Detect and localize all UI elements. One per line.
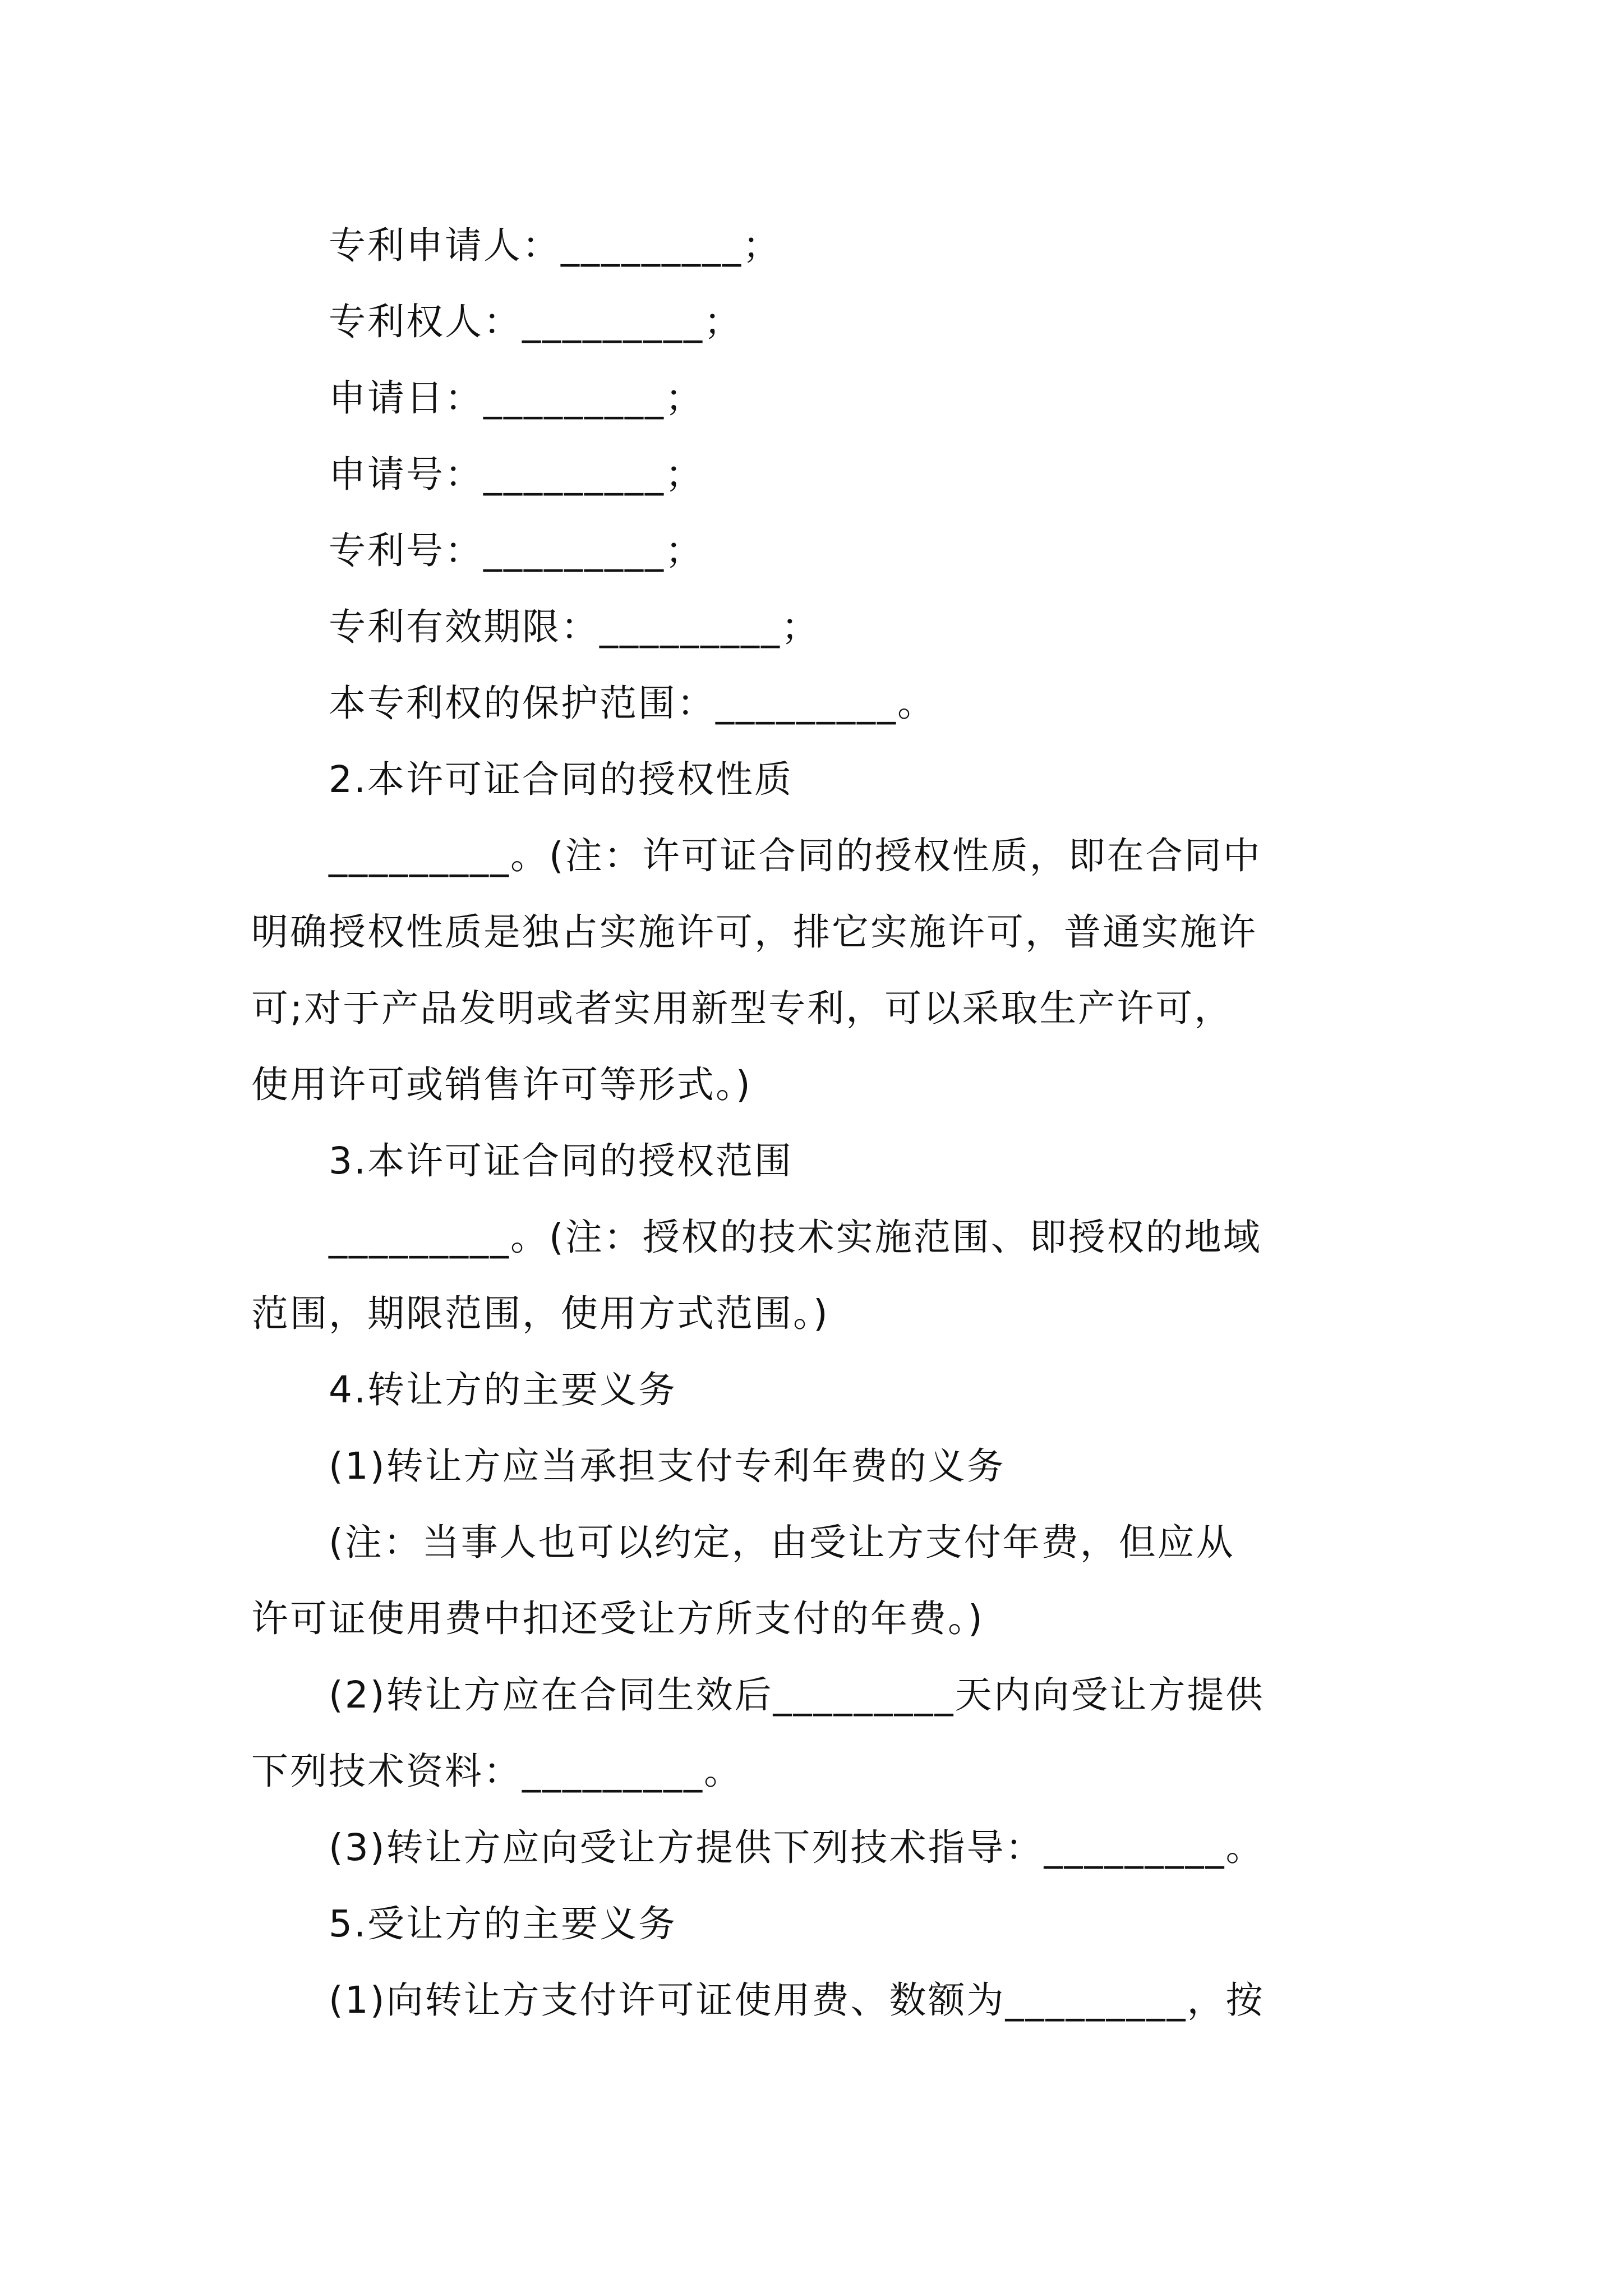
section-heading: 4.转让方的主要义务 <box>251 1368 677 1411</box>
doc-line: 许可证使用费中扣还受让方所支付的年费。) <box>251 1597 984 1640</box>
doc-line: (3)转让方应向受让方提供下列技术指导：_________。 <box>251 1826 1265 1869</box>
doc-line: 使用许可或销售许可等形式。) <box>251 1063 752 1106</box>
doc-line: 下列技术资料：_________。 <box>251 1750 743 1793</box>
doc-line: 专利有效期限：_________； <box>251 605 820 648</box>
doc-line: 专利申请人：_________； <box>251 224 781 267</box>
doc-line: 申请日：_________； <box>251 376 704 420</box>
section-heading: 2.本许可证合同的授权性质 <box>251 758 793 801</box>
doc-line: 本专利权的保护范围：_________。 <box>251 682 936 725</box>
doc-line: (2)转让方应在合同生效后_________天内向受让方提供 <box>251 1673 1265 1717</box>
doc-line: 可;对于产品发明或者实用新型专利，可以采取生产许可， <box>251 987 1233 1030</box>
doc-line: 申请号：_________； <box>251 453 704 496</box>
section-heading: 5.受让方的主要义务 <box>251 1902 677 1945</box>
doc-line: (1)向转让方支付许可证使用费、数额为_________，按 <box>251 1978 1265 2022</box>
doc-line: _________。(注：许可证合同的授权性质，即在合同中 <box>251 834 1262 877</box>
doc-line: 专利号：_________； <box>251 529 704 572</box>
doc-line: _________。(注：授权的技术实施范围、即授权的地域 <box>251 1216 1262 1259</box>
doc-line: 专利权人：_________； <box>251 300 743 343</box>
doc-line: 明确授权性质是独占实施许可，排它实施许可，普通实施许 <box>251 910 1257 954</box>
doc-line: (1)转让方应当承担支付专利年费的义务 <box>251 1444 1006 1488</box>
section-heading: 3.本许可证合同的授权范围 <box>251 1139 793 1182</box>
doc-line: (注：当事人也可以约定，由受让方支付年费，但应从 <box>251 1521 1235 1564</box>
doc-line: 范围，期限范围，使用方式范围。) <box>251 1292 829 1335</box>
